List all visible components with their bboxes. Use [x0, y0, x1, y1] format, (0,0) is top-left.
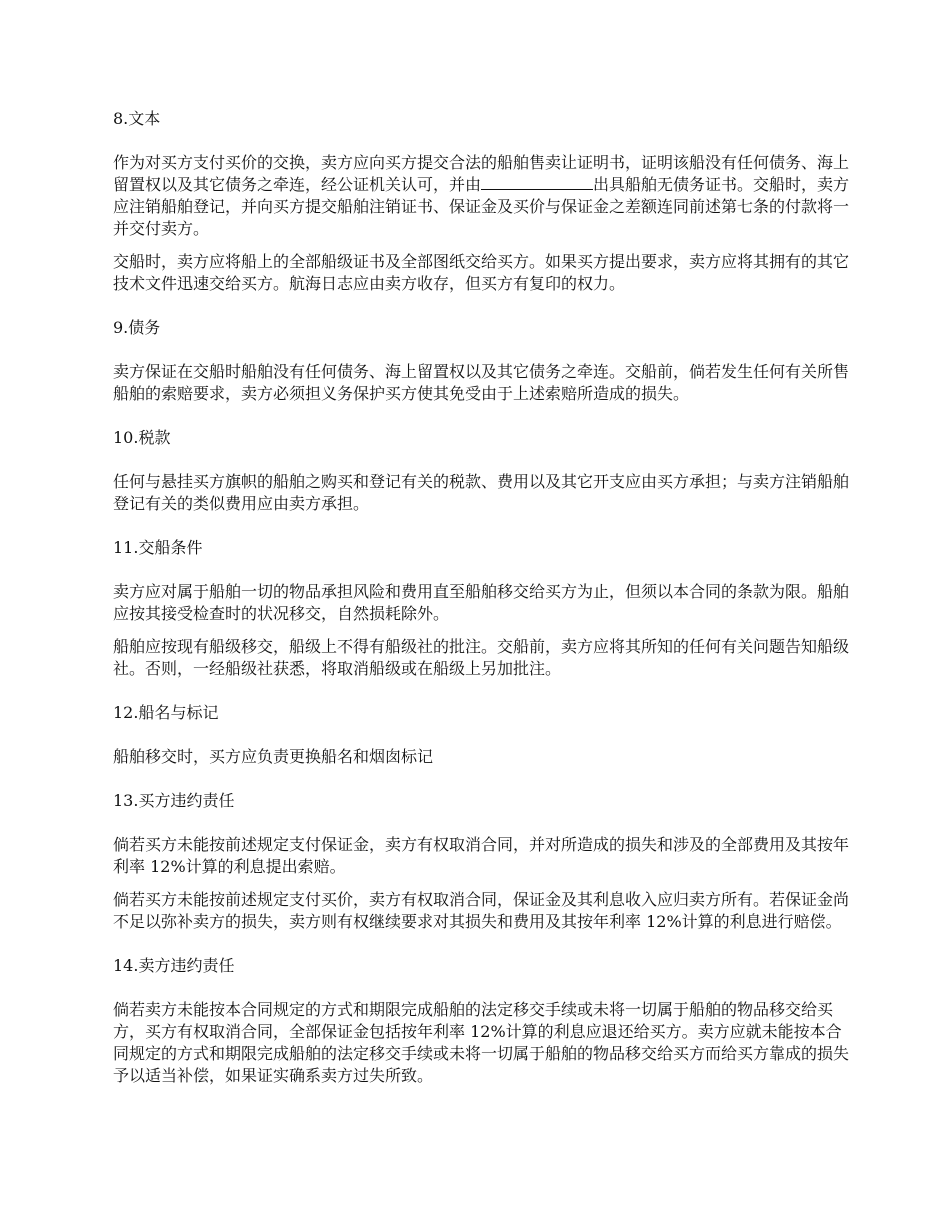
section-9-heading: 9.债务	[113, 318, 161, 337]
section-12-paragraph-1: 船舶移交时，买方应负责更换船名和烟囱标记	[113, 747, 434, 766]
section-9-paragraph-1: 卖方保证在交船时船舶没有任何债务、海上留置权以及其它债务之牵连。交船前，倘若发生任何有关所售船舶的索赔要求，卖方必须担义务保护买方使其免受由于上述索赔所造成的损失。	[113, 362, 850, 403]
section-10-heading: 10.税款	[113, 428, 171, 447]
section-11-heading: 11.交船条件	[113, 538, 203, 557]
section-8-paragraph-1-part-2: 出具船舶无债务证书。交船时，卖方应注销船舶登记，并向买方提交船舶注销证书、保证金及买价与保证金之差额连同前述第七条的付款将一并交付卖方。	[113, 175, 850, 238]
section-13-heading: 13.买方违约责任	[113, 791, 235, 810]
section-14-heading: 14.卖方违约责任	[113, 956, 235, 975]
section-8-paragraph-2: 交船时，卖方应将船上的全部船级证书及全部图纸交给买方。如果买方提出要求，卖方应将其拥有的其它技术文件迅速交给买方。航海日志应由卖方收存，但买方有复印的权力。	[113, 252, 850, 293]
section-8-paragraph-1	[113, 152, 853, 240]
section-8-heading: 8.文本	[113, 109, 161, 128]
section-13-paragraph-2: 倘若买方未能按前述规定支付买价，卖方有权取消合同，保证金及其利息收入应归卖方所有。若保证金尚不足以弥补卖方的损失，卖方则有权继续要求对其损失和费用及其按年利率 12%计算的利息进行赔偿。	[113, 890, 850, 931]
document-page	[113, 108, 853, 1098]
section-8-paragraph-1-part-1: 作为对买方支付买价的交换，卖方应向买方提交合法的船舶售卖让证明书，证明该船没有任何债务、海上留置权以及其它债务之牵连，经公证机关认可，并由	[113, 153, 850, 194]
section-10-paragraph-1: 任何与悬挂买方旗帜的船舶之购买和登记有关的税款、费用以及其它开支应由买方承担；与卖方注销船舶登记有关的类似费用应由卖方承担。	[113, 472, 850, 513]
fill-in-blank	[481, 174, 593, 190]
section-11-paragraph-1: 卖方应对属于船舶一切的物品承担风险和费用直至船舶移交给买方为止，但须以本合同的条款为限。船舶应按其接受检查时的状况移交，自然损耗除外。	[113, 582, 850, 623]
section-14-paragraph-1: 倘若卖方未能按本合同规定的方式和期限完成船舶的法定移交手续或未将一切属于船舶的物品移交给买方，买方有权取消合同，全部保证金包括按年利率 12%计算的利息应退还给买方。卖方应就未能按本合同规定的方式和期限完成船舶的法定移交手续或未将一切属于船舶的物品移交给买方而给买方靠成的损失予以适当补偿，如果证实确系卖方过失所致。	[113, 1000, 850, 1085]
section-13-paragraph-1: 倘若买方未能按前述规定支付保证金，卖方有权取消合同，并对所造成的损失和涉及的全部费用及其按年利率 12%计算的利息提出索赔。	[113, 835, 850, 876]
section-12-heading: 12.船名与标记	[113, 703, 219, 722]
section-11-paragraph-2: 船舶应按现有船级移交，船级上不得有船级社的批注。交船前，卖方应将其所知的任何有关问题告知船级社。否则，一经船级社获悉，将取消船级或在船级上另加批注。	[113, 637, 850, 678]
